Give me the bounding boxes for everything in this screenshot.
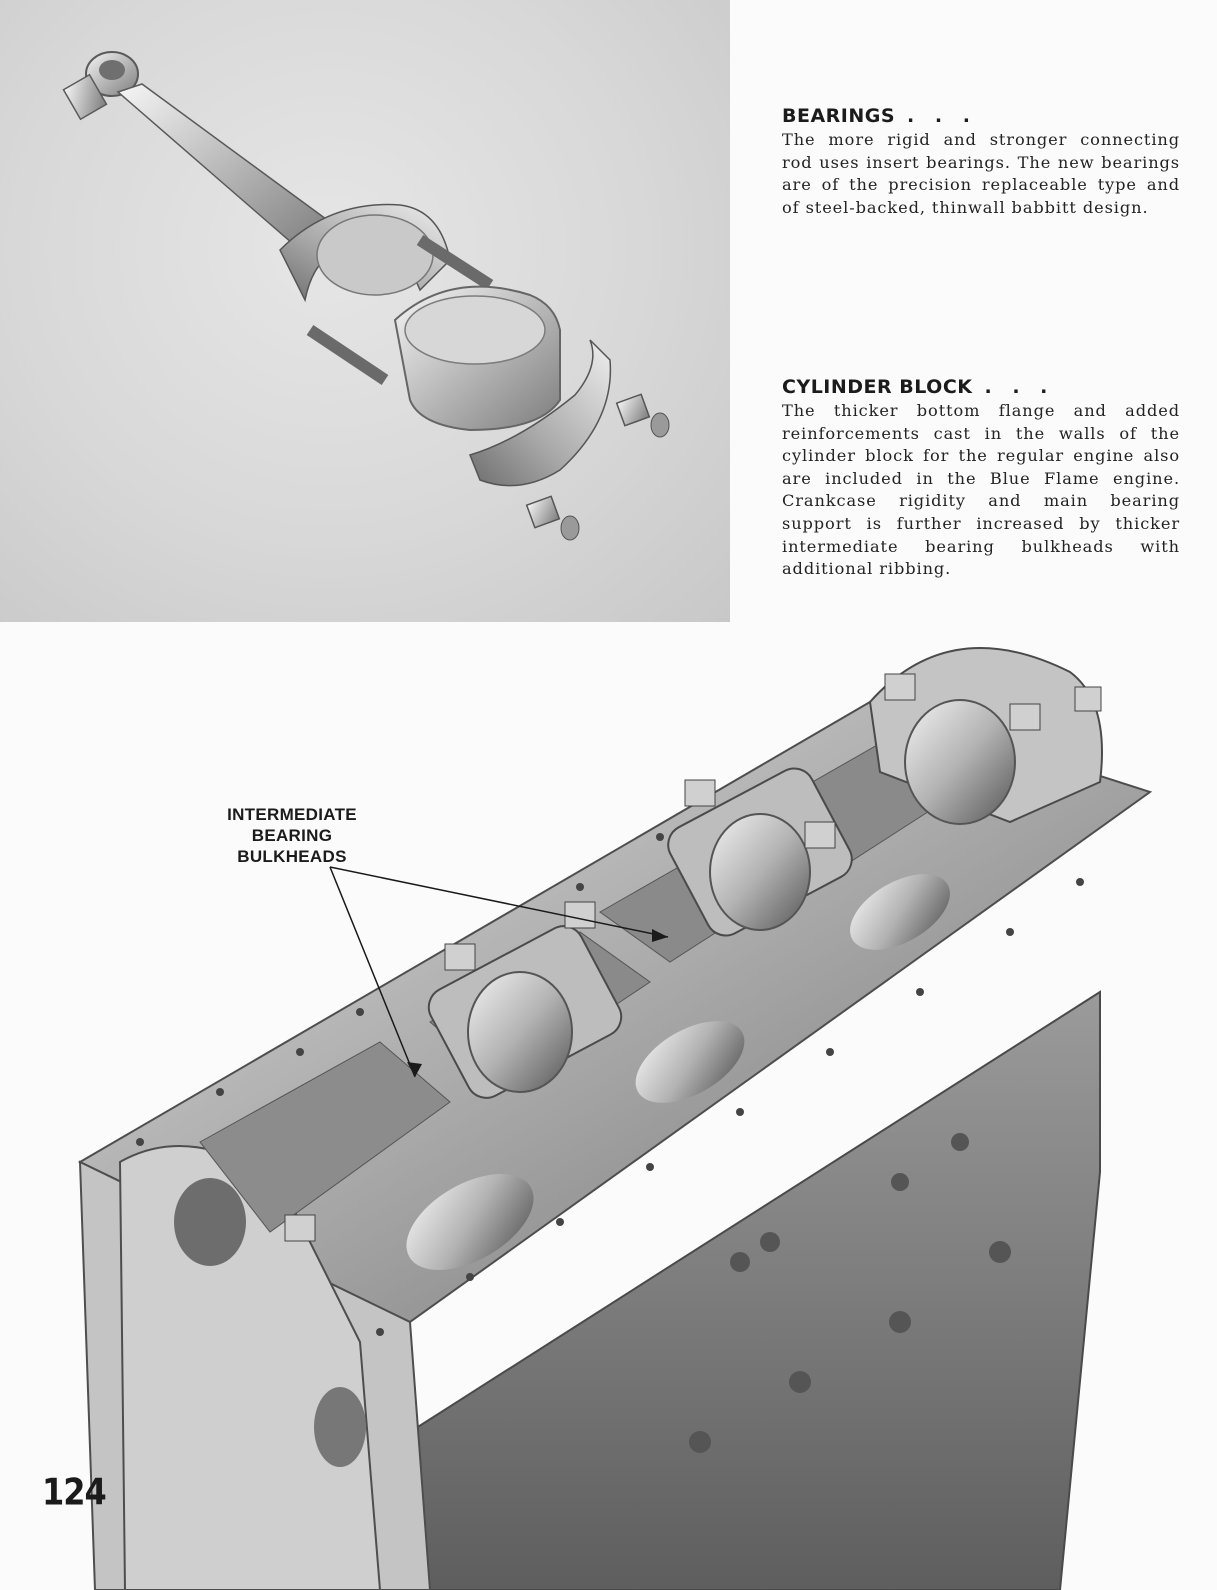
callout-line-2: BEARING (251, 826, 333, 845)
intermediate-bearing-bulkheads-callout (222, 804, 362, 867)
cylinder-block-heading: CYLINDER BLOCK . . . (782, 376, 1055, 398)
callout-line-3: BULKHEADS (237, 847, 347, 866)
cylinder-block-photo (0, 622, 1217, 1590)
cylinder-block-section (782, 376, 1180, 581)
bearings-heading: BEARINGS . . . (782, 105, 977, 127)
callout-line-1: INTERMEDIATE (227, 805, 357, 824)
page-number: 124 (42, 1470, 106, 1514)
bearings-body: The more rigid and stronger connecting rod uses insert bearings. The new bearings are of the precision replaceable type and of steel-backed, thinwall babbitt design. (782, 130, 1180, 217)
cylinder-block-body: The thicker bottom flange and added reinforcements cast in the walls of the cylinder block for the regular engine also are included in the Blue Flame engine. Crankcase rigidity and main bearing support is further increased by thicker intermediate bearing bulkheads with additional ribbing. (782, 401, 1180, 579)
bearings-section (782, 105, 1180, 219)
connecting-rod-photo (0, 0, 730, 622)
